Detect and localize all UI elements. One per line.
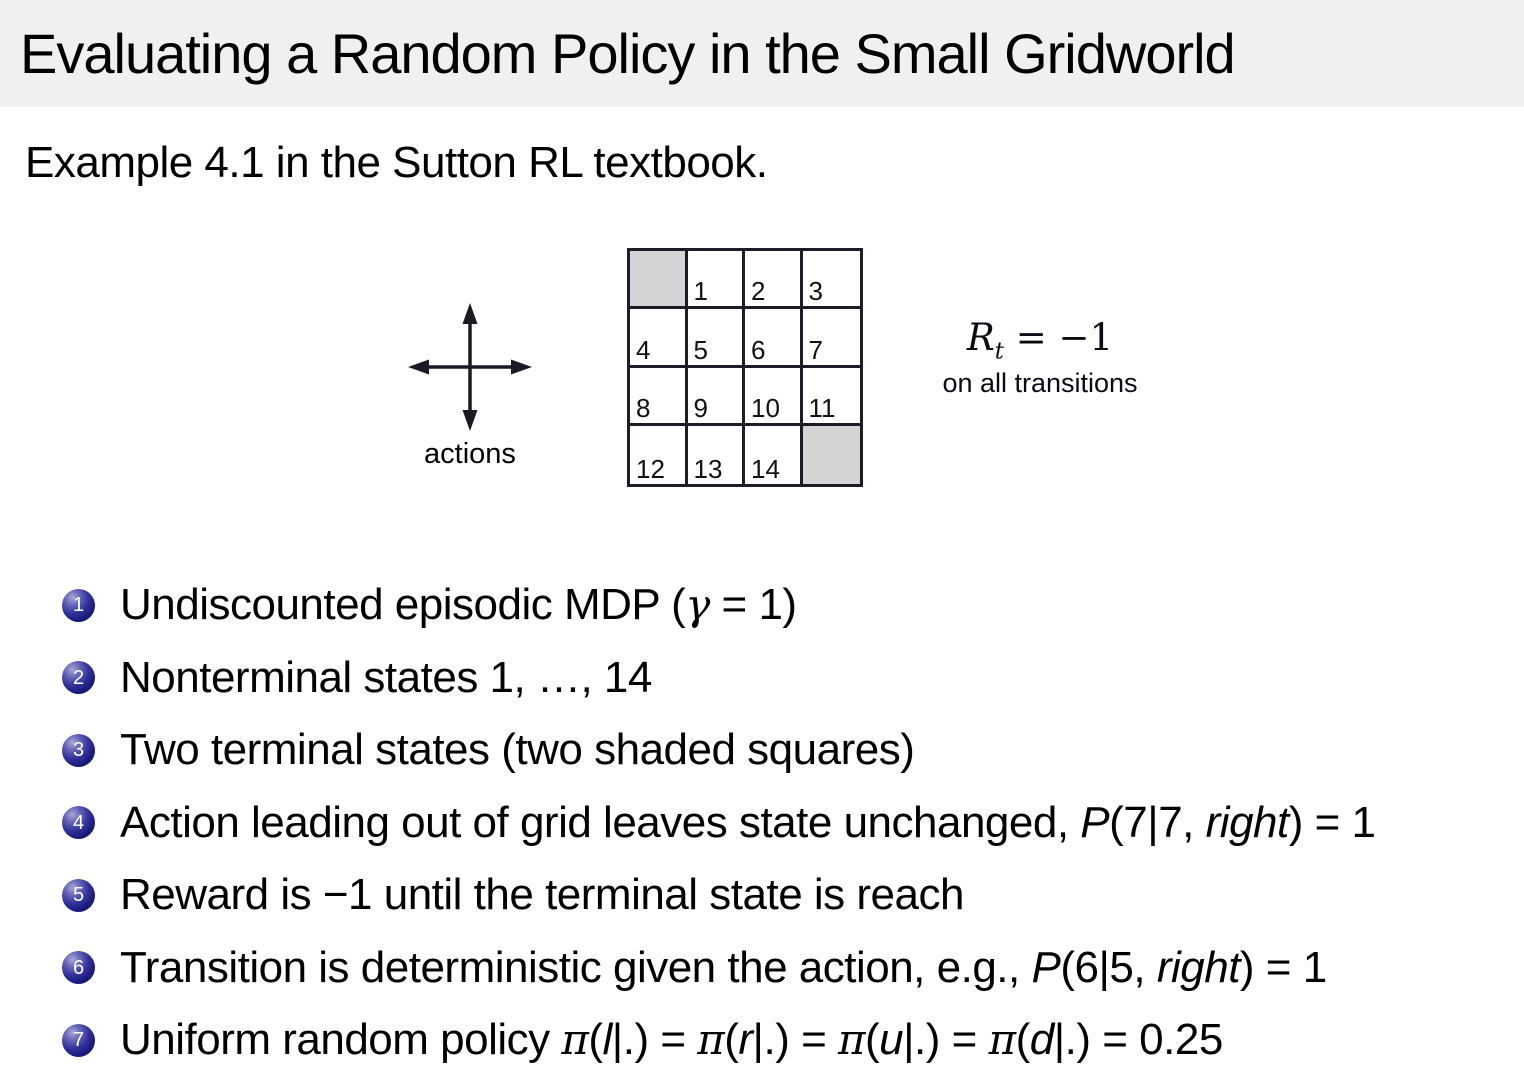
grid-cell-9 [688,368,746,426]
slide-title: Evaluating a Random Policy in the Small Gridworld [20,22,1235,85]
grid-cell-11 [803,368,861,426]
list-item-1 [62,569,1514,642]
grid-cell-8 [630,368,688,426]
cell-number: 7 [808,334,823,365]
grid-cell-7 [803,309,861,367]
cell-number: 9 [693,392,708,423]
cell-number: 5 [693,334,708,365]
list-item-4 [62,787,1514,860]
grid-cell-2 [745,251,803,309]
intro-text: Example 4.1 in the Sutton RL textbook. [25,138,768,187]
list-item-5 [62,859,1514,932]
item-text: Uniform random policy π(l|.) = π(r|.) = π(u|.) = π(d|.) = 0.25 [120,1015,1223,1065]
grid-cell-13 [688,426,746,484]
slide-header [0,0,1524,107]
item-text: Undiscounted episodic MDP (γ = 1) [120,580,797,630]
item-text: Two terminal states (two shaded squares) [120,725,915,775]
cell-number: 2 [751,276,766,307]
grid-cell-terminal [630,251,688,309]
grid-cell-14 [745,426,803,484]
item-text: Nonterminal states 1, …, 14 [120,652,652,702]
grid-cell-12 [630,426,688,484]
cell-number: 4 [636,334,651,365]
gridworld-grid [627,248,863,487]
cell-number: 1 [693,276,708,307]
reward-equation: = −1 [1004,316,1114,359]
item-text: Transition is deterministic given the action, e.g., P(6|5, right) = 1 [120,942,1327,992]
list-item-6 [62,932,1514,1005]
grid-cell-4 [630,309,688,367]
item-ball-icon: 6 [62,951,95,984]
cell-number: 13 [693,454,723,484]
cell-number: 12 [636,454,665,484]
enumerate-list [62,569,1514,1077]
item-text: Reward is −1 until the terminal state is reach [120,870,964,920]
list-item-2 [62,642,1514,715]
grid-cell-6 [745,309,803,367]
reward-symbol: R [966,316,995,359]
cell-number: 14 [751,454,780,484]
reward-caption: on all transitions [942,367,1138,398]
grid-cell-10 [745,368,803,426]
reward-subscript: t [994,338,1004,365]
list-item-3 [62,714,1514,787]
cell-number: 8 [636,392,651,423]
grid-cell-1 [688,251,746,309]
reward-formula [905,318,1175,365]
cell-number: 6 [751,334,766,365]
grid-cell-5 [688,309,746,367]
item-ball-icon: 2 [62,661,95,694]
item-ball-icon: 3 [62,734,95,767]
item-ball-icon: 7 [62,1024,95,1057]
reward-annotation [905,318,1175,399]
grid-cell-3 [803,251,861,309]
actions-label: actions [424,438,516,470]
actions-cross-icon [405,297,535,437]
cell-number: 3 [808,276,823,307]
cell-number: 11 [808,392,836,423]
cell-number: 10 [751,392,780,423]
item-ball-icon: 5 [62,879,95,912]
list-item-7 [62,1004,1514,1077]
item-text: Action leading out of grid leaves state unchanged, P(7|7, right) = 1 [120,797,1376,847]
item-ball-icon: 4 [62,806,95,839]
grid-cell-terminal [803,426,861,484]
item-ball-icon: 1 [62,589,95,622]
